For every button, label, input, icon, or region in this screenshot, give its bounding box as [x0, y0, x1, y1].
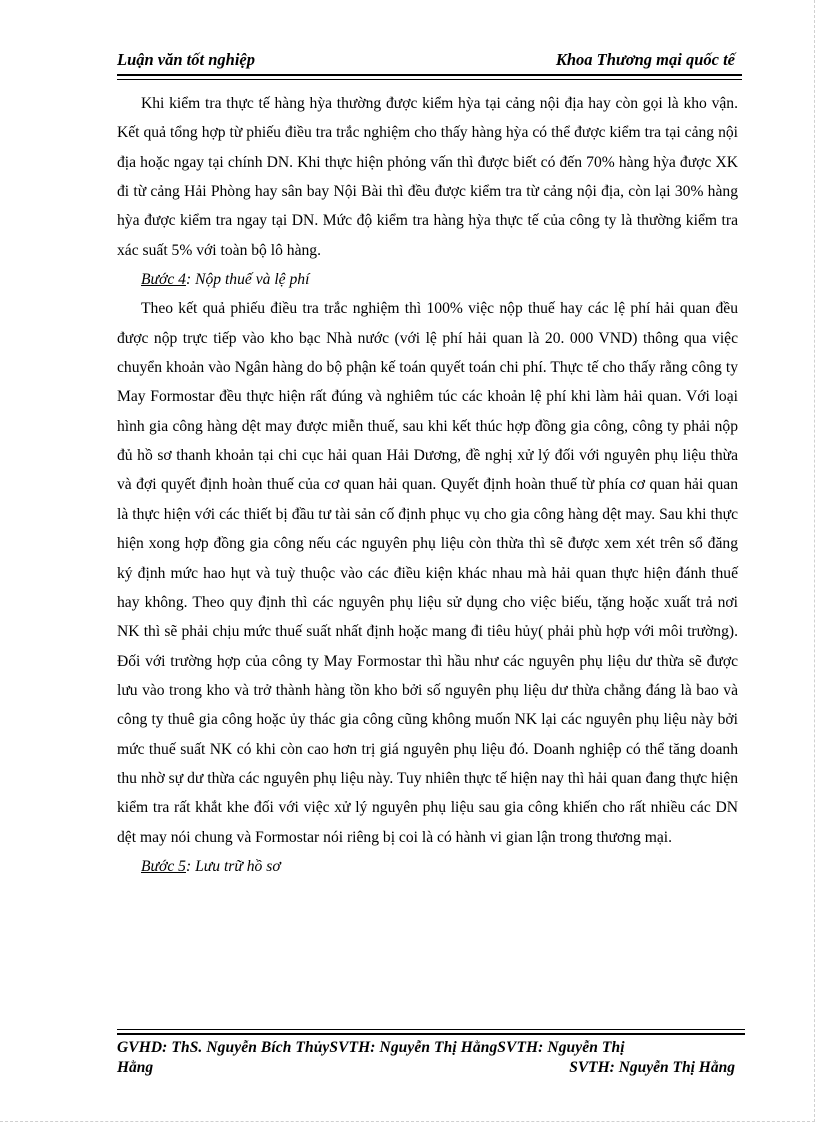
step-4-label: Bước 4	[141, 271, 186, 289]
step-5-label: Bước 5	[141, 857, 186, 875]
page-footer	[117, 1038, 735, 1078]
page-header	[117, 46, 735, 72]
footer-line-2-left: Hằng	[117, 1059, 154, 1076]
footer-line-1: GVHD: ThS. Nguyễn Bích ThủySVTH: Nguyễn Thị HằngSVTH: Nguyễn Thị	[117, 1039, 625, 1056]
paragraph-taxes-fees: Theo kết quả phiếu điều tra trắc nghiệm thì 100% việc nộp thuế hay các lệ phí hải quan đều được nộp trực tiếp vào kho bạc Nhà nước (với lệ phí hải quan là 20. 000 VND) thông qua việc chuyển khoản vào Ngân hàng do bộ phận kế toán quyết toán chi phí. Thực tế cho thấy rằng công ty May Formostar đều thực hiện rất đúng và nghiêm túc các khoản lệ phí khi làm hải quan. Với loại hình gia công hàng dệt may được miễn thuế, sau khi kết thúc hợp đồng gia công, công ty phải nộp đủ hồ sơ thanh khoản tại chi cục hải quan Hải Dương, đề nghị xử lý đối với nguyên phụ liệu thừa và đợi quyết định hoàn thuế của cơ quan hải quan. Quyết định hoàn thuế từ phía cơ quan hải quan là thực hiện với các thiết bị đầu tư tài sản cố định phục vụ cho gia công hàng dệt may. Sau khi thực hiện xong hợp đồng gia công nếu các nguyên phụ liệu còn thừa thì sẽ được xem xét trên sổ đăng ký định mức hao hụt và tuỳ thuộc vào các điều kiện khác nhau mà hải quan thực hiện đánh thuế hay không. Theo quy định thì các nguyên phụ liệu sử dụng cho việc biếu, tặng hoặc xuất trả nơi NK thì sẽ phải chịu mức thuế suất nhất định hoặc mang đi tiêu hủy( phải phù hợp với môi trường). Đối với trường hợp của công ty May Formostar thì hầu như các nguyên phụ liệu dư thừa sẽ được lưu vào trong kho và trở thành hàng tồn kho bởi số nguyên phụ liệu dư thừa chẳng đáng là bao và công ty thuê gia công hoặc ủy thác gia công cũng không muốn NK lại các nguyên phụ liệu này bởi mức thuế suất NK có khi còn cao hơn trị giá nguyên phụ liệu đó. Doanh nghiệp có thể tăng doanh thu nhờ sự dư thừa các nguyên phụ liệu này. Tuy nhiên thực tế hiện nay thì hải quan đang thực hiện kiểm tra rất khắt khe đối với việc xử lý nguyên phụ liệu sau gia công khiến cho rất nhiều các DN dệt may nói chung và Formostar nói riêng bị coi là có hành vi gian lận trong thương mại.	[117, 300, 738, 846]
step-4-title: : Nộp thuế và lệ phí	[185, 271, 310, 289]
header-faculty-name: Khoa Thương mại quốc tế	[555, 50, 735, 69]
header-divider	[117, 74, 742, 80]
footer-line-2-right: SVTH: Nguyễn Thị Hằng	[569, 1059, 735, 1076]
header-thesis-title: Luận văn tốt nghiệp	[117, 50, 255, 69]
footer-line-2	[117, 1058, 735, 1078]
step-5-title: : Lưu trữ hồ sơ	[185, 857, 281, 875]
footer-divider	[117, 1029, 745, 1035]
step-4-heading	[117, 265, 738, 294]
step-5-heading	[117, 852, 738, 881]
paragraph-inspection: Khi kiểm tra thực tế hàng hỳa thường được kiểm hỳa tại cảng nội địa hay còn gọi là kho vận. Kết quả tổng hợp từ phiếu điều tra trắc nghiệm cho thấy hàng hỳa có thể được kiểm tra tại cảng nội địa hoặc ngay tại chính DN. Khi thực hiện phỏng vấn thì được biết có đến 70% hàng hỳa được XK đi từ cảng Hải Phòng hay sân bay Nội Bài thì đều được kiểm tra từ cảng nội địa, còn lại 30% hàng hỳa được kiểm tra ngay tại DN. Mức độ kiểm tra hàng hỳa thực tế của công ty là thường kiểm tra xác suất 5% với toàn bộ lô hàng.	[117, 95, 738, 259]
document-body	[117, 89, 738, 881]
